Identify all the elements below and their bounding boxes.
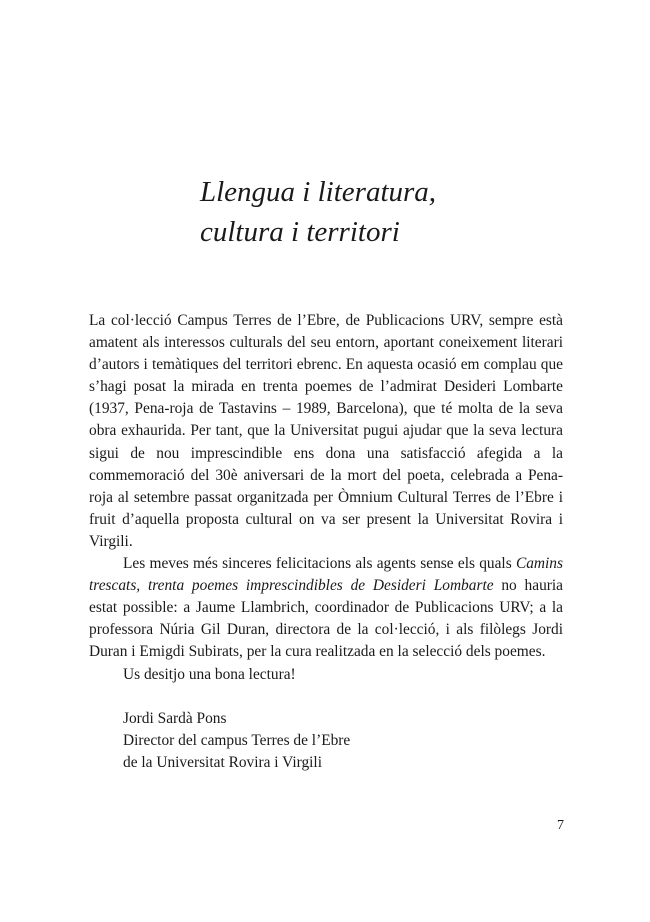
signature-role: Director del campus Terres de l’Ebre bbox=[123, 731, 351, 749]
ack-text-after: no hauria estat possible: a Jaume Llambrich, coordinador de Publicacions URV; a la professora Núria Gil Duran, directora de la col·lecció, i als filòlegs Jordi Duran i Emigdi Subirats, per la cura realitzada en la selecció dels poemes. bbox=[89, 577, 563, 661]
book-title: Camins trescats, trenta poemes imprescindibles de Desideri Lombarte bbox=[89, 555, 563, 595]
signature-institution: de la Universitat Rovira i Virgili bbox=[123, 753, 322, 771]
page-number: 7 bbox=[557, 818, 564, 833]
signature-name: Jordi Sardà Pons bbox=[123, 709, 227, 727]
page-title bbox=[200, 172, 436, 252]
paragraph-acknowledgements bbox=[89, 553, 563, 663]
signature-block bbox=[123, 708, 563, 774]
ack-text-before: Les meves més sinceres felicitacions als agents sense els quals bbox=[123, 555, 516, 573]
paragraph-closing: Us desitjo una bona lectura! bbox=[123, 665, 296, 683]
body-text bbox=[89, 310, 563, 774]
paragraph-intro: La col·lecció Campus Terres de l’Ebre, de Publicacions URV, sempre està amatent als interessos culturals del seu entorn, aportant coneixement literari d’autors i temàtiques del territori ebrenc. En aquesta ocasió em complau que s’hagi posat la mirada en trenta poemes de l’admirat Desideri Lombarte (1937, Pena-roja de Tastavins – 1989, Barcelona), que té molta de la seva obra exhaurida. Per tant, que la Universitat pugui ajudar que la seva lectura sigui de nou imprescindible ens dona una satisfacció afegida a la commemoració del 30è aniversari de la mort del poeta, celebrada a Pena-roja al setembre passat organitzada per Òmnium Cultural Terres de l’Ebre i fruit d’aquella proposta cultural on va ser present la Universitat Rovira i Virgili. bbox=[89, 312, 563, 550]
title-line-2: cultura i territori bbox=[200, 216, 400, 248]
title-line-1: Llengua i literatura, bbox=[200, 176, 437, 208]
